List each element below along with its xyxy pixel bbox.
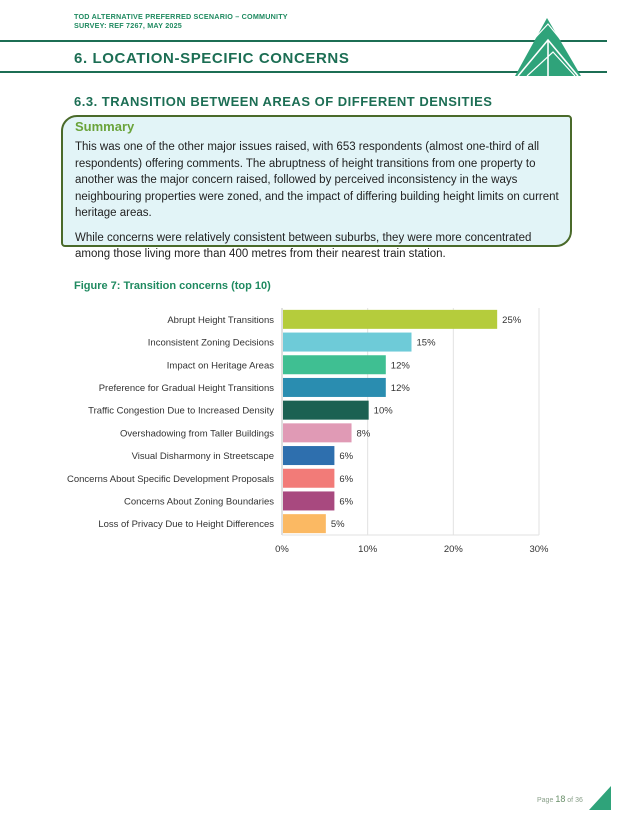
bar [283, 333, 412, 352]
bar [283, 514, 326, 533]
page-number [537, 794, 583, 804]
category-label: Loss of Privacy Due to Height Differences [98, 519, 274, 531]
summary-text [75, 139, 561, 271]
bar [283, 355, 386, 374]
x-tick-label: 10% [358, 544, 378, 555]
page-suffix: of 36 [567, 797, 583, 804]
data-label: 12% [390, 382, 410, 394]
summary-paragraph-1: This was one of the other major issues raised, with 653 respondents (almost one-third of all respondents) offering comments. The abruptness of height transitions from one property to another was the major concern raised, followed by perceived inconsistency in the ways neighbouring properties were zoned, and the impact of differing building height limits on current heritage areas. [75, 141, 559, 219]
x-tick-label: 30% [529, 544, 549, 555]
header-line-1: TOD ALTERNATIVE PREFERRED SCENARIO – COMMUNITY [74, 12, 288, 21]
data-label: 6% [339, 496, 354, 508]
summary-paragraph-2: While concerns were relatively consistent between suburbs, they were more concentrated among those living more than 400 metres from their nearest train station. [75, 231, 532, 260]
bar [283, 469, 334, 488]
data-label: 12% [390, 360, 410, 372]
document-header [74, 12, 288, 30]
subsection-title: 6.3. TRANSITION BETWEEN AREAS OF DIFFERENT DENSITIES [74, 94, 493, 109]
page-prefix: Page [537, 797, 554, 804]
x-tick-label: 0% [275, 544, 289, 555]
section-title: 6. LOCATION-SPECIFIC CONCERNS [74, 50, 350, 67]
summary-box [61, 115, 572, 260]
header-line-2: SURVEY: REF 7267, MAY 2025 [74, 21, 183, 30]
data-label: 6% [339, 473, 354, 485]
bar [283, 401, 369, 420]
bar [283, 310, 497, 329]
figure-title: Figure 7: Transition concerns (top 10) [74, 280, 271, 292]
data-label: 6% [339, 451, 354, 463]
data-label: 8% [356, 428, 371, 440]
category-label: Impact on Heritage Areas [166, 360, 274, 372]
page-current: 18 [555, 794, 566, 804]
bar [283, 378, 386, 397]
data-label: 5% [330, 519, 345, 531]
summary-label: Summary [75, 119, 135, 134]
data-label: 25% [502, 314, 522, 326]
category-label: Inconsistent Zoning Decisions [147, 337, 274, 349]
category-label: Visual Disharmony in Streetscape [131, 451, 274, 463]
category-label: Overshadowing from Taller Buildings [119, 428, 274, 440]
bar [283, 446, 334, 465]
category-label: Abrupt Height Transitions [167, 314, 274, 326]
transition-concerns-bar-chart [0, 305, 637, 565]
bar [283, 491, 334, 510]
category-label: Concerns About Specific Development Proposals [66, 473, 274, 485]
category-label: Concerns About Zoning Boundaries [124, 496, 274, 508]
category-label: Traffic Congestion Due to Increased Density [88, 405, 274, 417]
data-label: 10% [373, 405, 393, 417]
x-tick-label: 20% [443, 544, 463, 555]
bar [283, 423, 352, 442]
mountain-logo-icon [515, 18, 581, 76]
category-label: Preference for Gradual Height Transitions [98, 382, 274, 394]
data-label: 15% [416, 337, 436, 349]
corner-triangle-icon [589, 786, 611, 810]
